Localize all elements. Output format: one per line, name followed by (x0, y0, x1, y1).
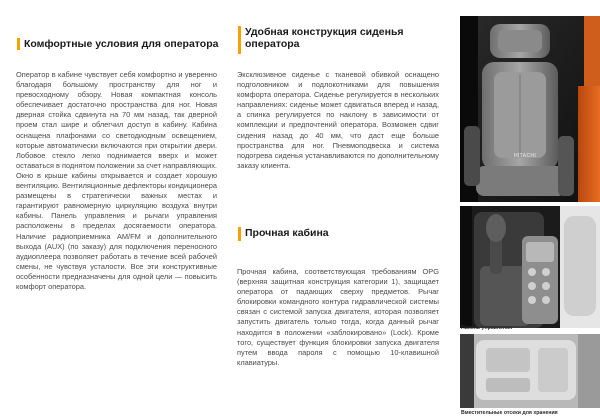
seat-photo (460, 16, 600, 202)
comfort-title: Комфортные условия для оператора (24, 38, 219, 50)
storage-caption: Вместительные отсеки для хранения (461, 410, 558, 416)
control-panel-photo (460, 206, 600, 328)
cab-title: Прочная кабина (245, 227, 329, 239)
seat-body: Эксклюзивное сиденье с тканевой обивкой оснащено подголовником и подлокотниками для повышения комфорта оператора. Сиденье регулируется в нескольких направлениях: сиденье может сдвигаться вперед и назад, а спинка регулируется по наклону в зависимости от комплекции и предпочтений оператора. Возможен сдвиг сидения назад до 40 мм, что даст еще больше пространства для ног. Пневмоподвеска и система подогрева сиденья устанавливаются по дополнительному заказу клиента. (237, 70, 439, 170)
heading-accent-bar (238, 227, 241, 241)
seat-title: Удобная конструкция сиденья оператора (245, 26, 404, 50)
comfort-heading (17, 38, 218, 50)
heading-accent-bar (17, 38, 20, 50)
storage-illustration (460, 334, 600, 408)
storage-photo (460, 334, 600, 408)
seat-heading (238, 26, 415, 54)
control-panel-caption: Панель управления (461, 325, 513, 331)
control-panel-illustration (460, 206, 600, 328)
cab-heading (238, 227, 329, 241)
seat-brand-label: HITACHI (514, 153, 537, 159)
cab-body: Прочная кабина, соответствующая требованиям OPG (верхняя защитная конструкция категории 1), защищает оператора от падающих сверху предметов. Рычаг блокировки командного контура гидравлической системы связан с системой запуска двигателя, которая позволяет запустить двигатель только тогда, когда данный рычаг находится в положении «заблокировано» (Lock). Кроме того, существует функция блокировки запуска двигателя путем ввода пароля с помощью 10-клавишной клавиатуры. (237, 267, 439, 367)
seat-illustration (460, 16, 600, 202)
heading-accent-bar (238, 26, 241, 54)
comfort-body: Оператор в кабине чувствует себя комфортно и уверенно благодаря большому пространству для ног и превосходному обзору. Новая компактная консоль обеспечивает достаточно пространства для ног. Новая дверная стойка сдвинута на 70 мм назад, так дверной проем стал шире и облегчил доступ в кабину. Кабина оснащена плафонами со светодиодным освещением, которые автоматически включаются при открытии двери. Лобовое стекло легко поднимается вверх и может оставаться в поднятом положении за счет направляющих. Окно в крыше кабины открывается и создает хорошую вентиляцию. Вентиляционные дефлекторы кондиционера размещены в стратегически важных местах и гарантируют равномерную циркуляцию воздуха внутри кабины. Панель управления и рычаги управления расположены в пределах досягаемости оператора. Наличие радиоприемника AM/FM и дополнительного выхода (AUX) (по заказу) для подключения переносного аудиоплеера позволяет работать в течение всей рабочей смены, не чувствуя усталости. Все эти конструктивные особенности предназначены для одной цели — повысить комфорт оператора. (16, 70, 217, 291)
